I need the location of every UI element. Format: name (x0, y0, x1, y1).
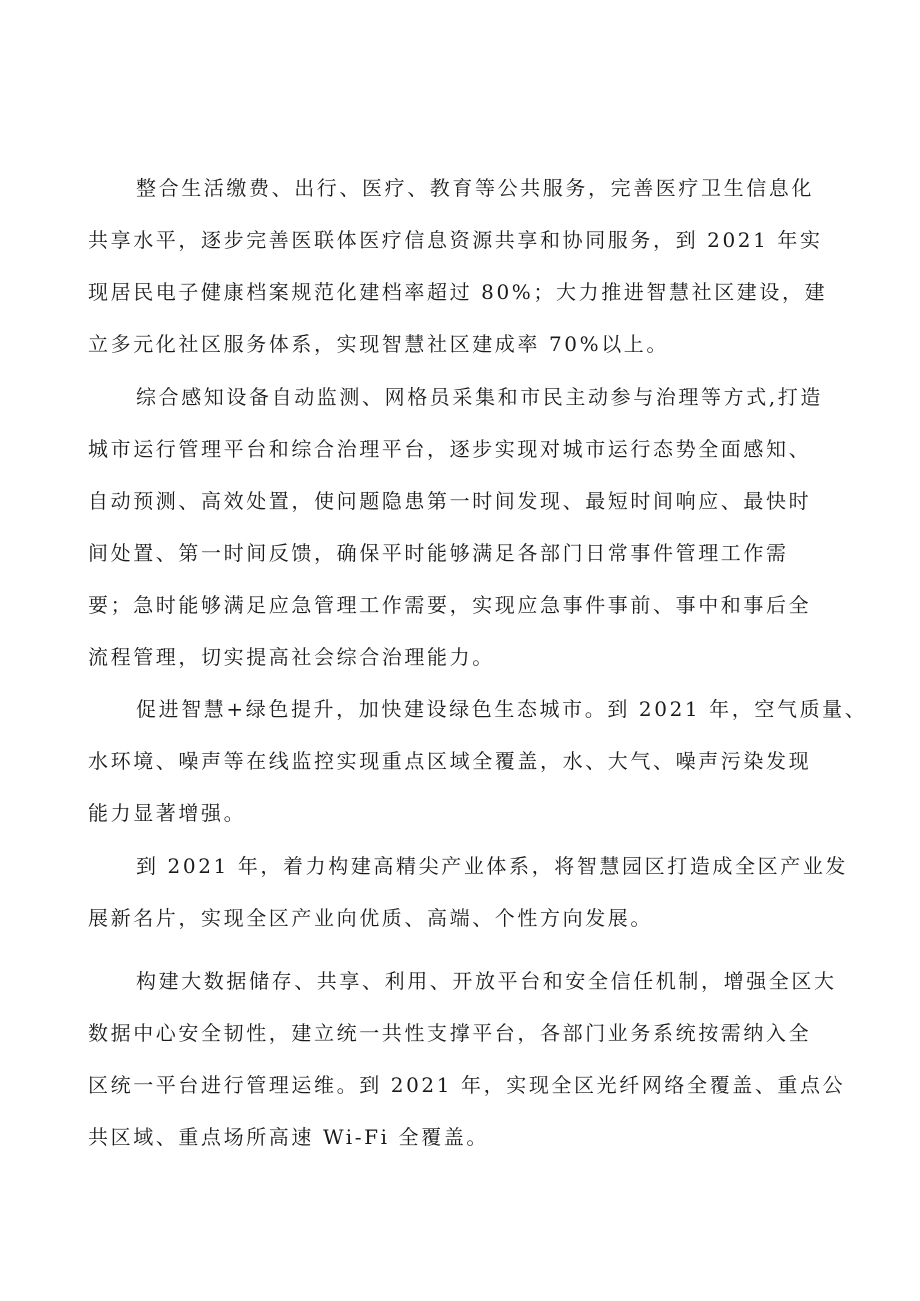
paragraph-5-line-4: 共区域、重点场所高速 Wi-Fi 全覆盖。 (88, 1125, 489, 1149)
paragraph-1-line-2: 共享水平，逐步完善医联体医疗信息资源共享和协同服务，到 2021 年实 (88, 228, 823, 252)
paragraph-5-line-1: 构建大数据储存、共享、利用、开放平台和安全信任机制，增强全区大 (136, 969, 837, 993)
paragraph-2-line-6: 流程管理，切实提高社会综合治理能力。 (88, 645, 495, 669)
paragraph-2-line-1: 综合感知设备自动监测、网格员采集和市民主动参与治理等方式,打造 (136, 385, 823, 409)
paragraph-1-line-1: 整合生活缴费、出行、医疗、教育等公共服务，完善医疗卫生信息化 (136, 176, 814, 200)
paragraph-2-line-2: 城市运行管理平台和综合治理平台，逐步实现对城市运行态势全面感知、 (88, 437, 812, 461)
paragraph-2-line-3: 自动预测、高效处置，使问题隐患第一时间发现、最短时间响应、最快时 (88, 489, 812, 513)
paragraph-3-line-2: 水环境、噪声等在线监控实现重点区域全覆盖，水、大气、噪声污染发现 (88, 749, 812, 773)
paragraph-5-line-3: 区统一平台进行管理运维。到 2021 年，实现全区光纤网络全覆盖、重点公 (88, 1073, 846, 1097)
paragraph-3-line-3: 能力显著增强。 (88, 801, 247, 825)
paragraph-5-line-2: 数据中心安全韧性，建立统一共性支撑平台，各部门业务系统按需纳入全 (88, 1021, 812, 1045)
paragraph-1-line-3: 现居民电子健康档案规范化建档率超过 80%；大力推进智慧社区建设，建 (88, 280, 828, 304)
paragraph-3-line-1: 促进智慧+绿色提升，加快建设绿色生态城市。到 2021 年，空气质量、 (136, 697, 868, 721)
paragraph-2-line-5: 要；急时能够满足应急管理工作需要，实现应急事件事前、事中和事后全 (88, 593, 812, 617)
paragraph-2-line-4: 间处置、第一时间反馈，确保平时能够满足各部门日常事件管理工作需 (88, 541, 789, 565)
paragraph-4-line-1: 到 2021 年，着力构建高精尖产业体系，将智慧园区打造成全区产业发 (136, 854, 849, 878)
paragraph-1-line-4: 立多元化社区服务体系，实现智慧社区建成率 70%以上。 (88, 332, 670, 356)
paragraph-4-line-2: 展新名片，实现全区产业向优质、高端、个性方向发展。 (88, 906, 653, 930)
